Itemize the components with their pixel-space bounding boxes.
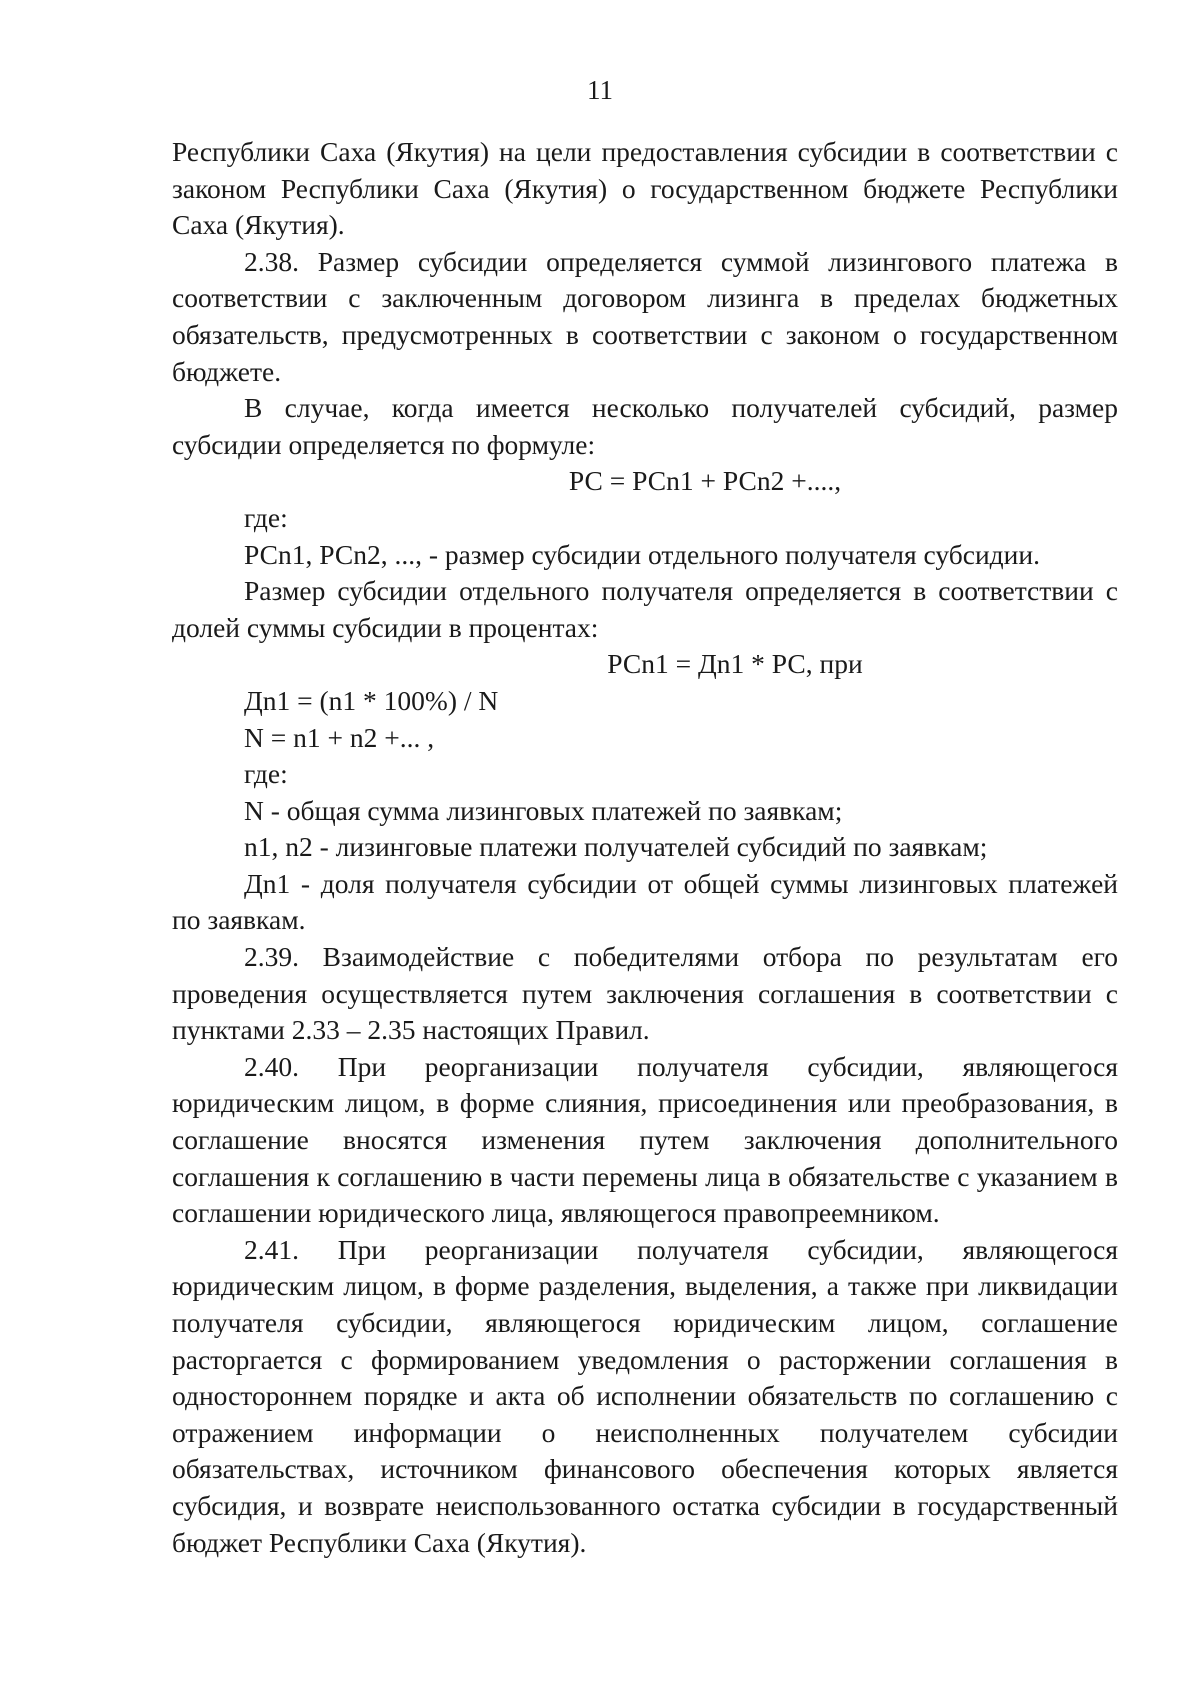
where-label: где: (244, 758, 288, 790)
paragraph-multiple-recipients: В случае, когда имеется несколько получателей субсидий, размер субсидии определяется по формуле: (172, 392, 1118, 460)
paragraph-2-40: 2.40. При реорганизации получателя субсидии, являющегося юридическим лицом, в форме слияния, присоединения или преобразования, в соглашение вносятся изменения путем заключения дополнительного соглашения к соглашению в части перемены лица в обязательстве с указанием в соглашении юридического лица, являющегося правопреемником. (172, 1050, 1118, 1229)
formula-recipient-subsidy: РСn1 = Дn1 * РС, при (607, 648, 863, 680)
formula-total-subsidy: РС = РСn1 + РСn2 +...., (568, 465, 842, 497)
paragraph-2-38: 2.38. Размер субсидии определяется суммой лизингового платежа в соответствии с заключенным договором лизинга в пределах бюджетных обязательств, предусмотренных в соответствии с законом о государственном бюджете. (172, 245, 1118, 387)
paragraph-share-rule: Размер субсидии отдельного получателя определяется в соответствии с долей суммы субсидии в процентах: (172, 575, 1118, 643)
definition-rcn: РСn1, РСn2, ..., - размер субсидии отдельного получателя субсидии. (244, 538, 1040, 570)
formula-share: Дn1 = (n1 * 100%) / N (244, 684, 499, 716)
page-number: 11 (587, 75, 613, 105)
definition-dn1: Дn1 - доля получателя субсидии от общей суммы лизинговых платежей по заявкам. (172, 867, 1118, 936)
paragraph-2-39: 2.39. Взаимодействие с победителями отбора по результатам его проведения осуществляется путем заключения соглашения в соответствии с пунктами 2.33 – 2.35 настоящих Правил. (172, 941, 1118, 1046)
paragraph-2-41: 2.41. При реорганизации получателя субсидии, являющегося юридическим лицом, в форме разделения, выделения, а также при ликвидации получателя субсидии, являющегося юридическим лицом, соглашение расторгается с формированием уведомления о расторжении соглашения в одностороннем порядке и акта об исполнении обязательств по соглашению с отражением информации о неисполненных получателем субсидии обязательствах, источником финансового обеспечения которых является субсидия, и возврате неиспользованного остатка субсидии в государственный бюджет Республики Саха (Якутия). (172, 1233, 1118, 1558)
where-label: где: (244, 501, 288, 533)
definition-n1-n2: n1, n2 - лизинговые платежи получателей субсидий по заявкам; (244, 831, 988, 863)
definition-n: N - общая сумма лизинговых платежей по заявкам; (244, 794, 843, 826)
paragraph-continuation: Республики Саха (Якутия) на цели предоставления субсидии в соответствии с законом Республики Саха (Якутия) о государственном бюджете Республики Саха (Якутия). (172, 136, 1118, 241)
formula-sum: N = n1 + n2 +... , (244, 721, 435, 753)
document-body (172, 134, 1118, 1561)
